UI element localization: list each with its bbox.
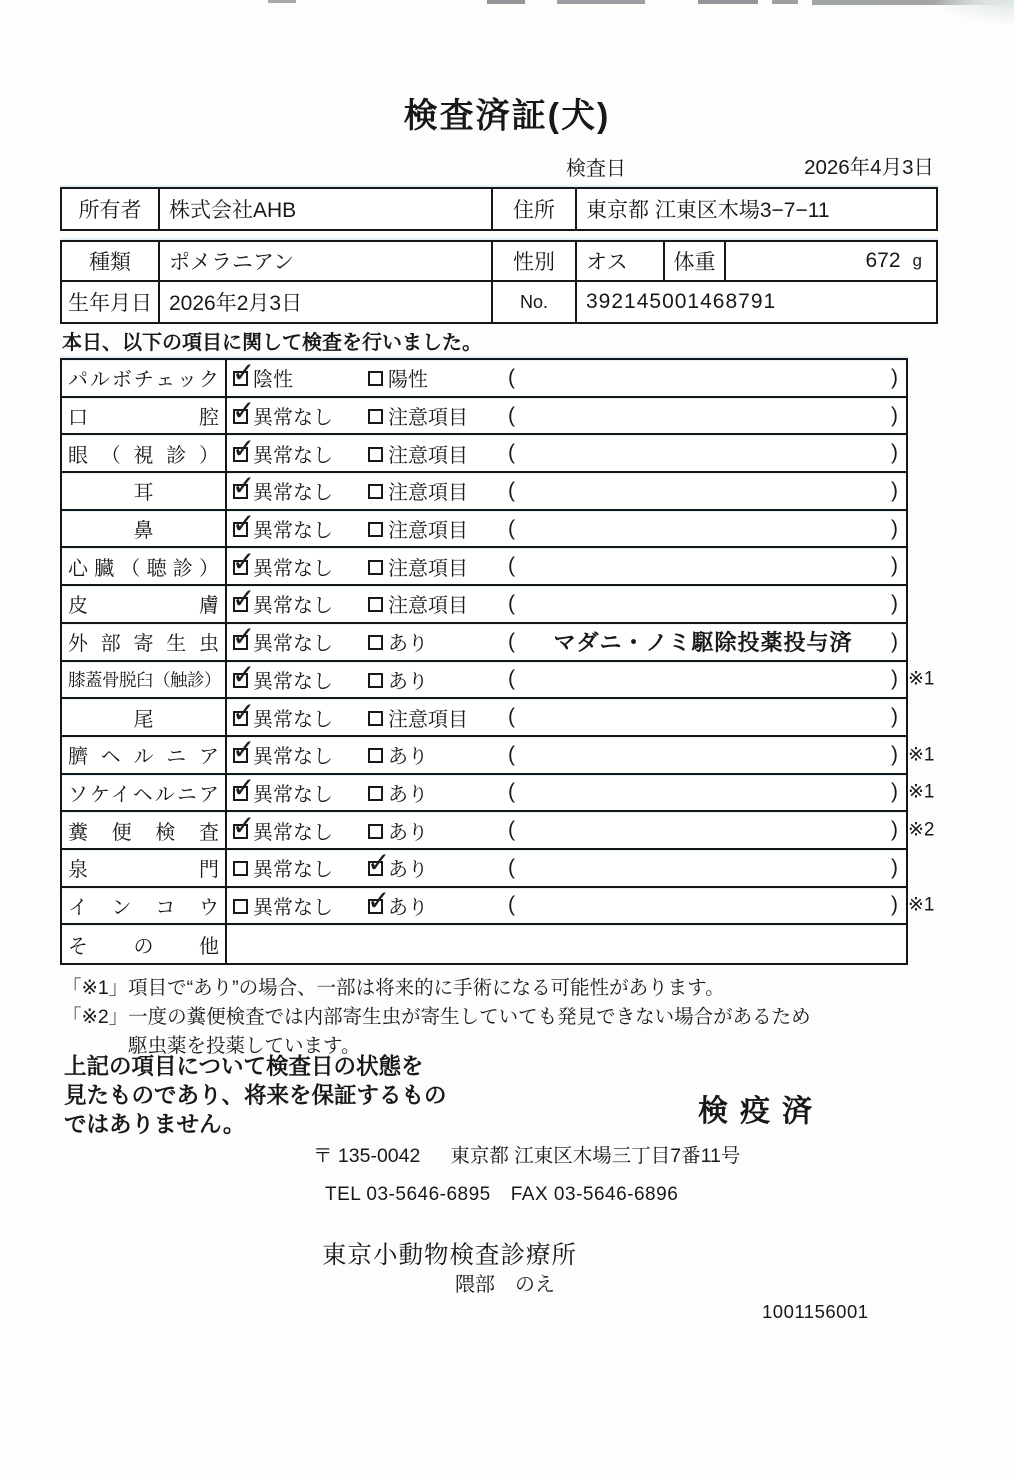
exam-row-content <box>227 586 906 622</box>
paren-open: ( <box>508 893 515 917</box>
paren-open: ( <box>508 629 515 653</box>
exam-option-2 <box>368 627 508 656</box>
exam-item-label: 眼（視診） <box>68 444 219 467</box>
exam-row <box>62 737 935 775</box>
exam-option-2 <box>368 816 508 845</box>
exam-option-2 <box>368 589 508 618</box>
exam-item-label: 口腔 <box>68 407 219 430</box>
exam-row <box>62 435 906 473</box>
birthdate-value: 2026年2月3日 <box>160 282 493 322</box>
checkbox-option-1[interactable] <box>233 748 248 763</box>
intro-text: 本日、以下の項目に関して検査を行いました。 <box>62 332 482 354</box>
scan-artifact <box>698 0 758 4</box>
paren-open: ( <box>508 742 515 766</box>
exam-row <box>62 586 906 624</box>
exam-row-content <box>227 775 906 811</box>
quarantine-stamp: 検疫済 <box>698 1095 824 1128</box>
exam-item-label: インコウ <box>68 896 219 919</box>
checkbox-option-2[interactable] <box>368 484 383 499</box>
remarks-field <box>508 667 906 691</box>
exam-item-label-cell <box>62 624 227 660</box>
exam-option-2-label: 注意項目 <box>388 557 468 580</box>
footnote-1: 「※1」項目で“あり”の場合、一部は将来的に手術になる可能性があります。 <box>62 977 725 999</box>
inspection-date-value: 2026年4月3日 <box>804 156 934 179</box>
checkbox-option-2[interactable] <box>368 409 383 424</box>
exam-option-1-label: 異常なし <box>253 595 333 618</box>
exam-row <box>62 812 935 850</box>
exam-row-content <box>227 548 906 584</box>
footnote-2-line2: 駆虫薬を投薬しています。 <box>128 1035 361 1057</box>
paren-close: ) <box>891 554 898 578</box>
exam-item-label-cell <box>62 662 227 698</box>
exam-option-1 <box>233 665 368 694</box>
remarks-field <box>508 554 906 578</box>
paren-open: ( <box>508 667 515 691</box>
paren-close: ) <box>891 478 898 502</box>
id-number-value: 392145001468791 <box>586 290 777 313</box>
scan-artifact <box>772 0 798 4</box>
exam-item-label: 外部寄生虫 <box>68 633 219 656</box>
exam-option-1-label: 異常なし <box>253 859 333 882</box>
clinic-address: 東京都 江東区木場三丁目7番11号 <box>450 1145 741 1167</box>
exam-item-label: 泉門 <box>68 859 219 882</box>
remarks-field <box>508 818 906 842</box>
clinic-address-row <box>313 1140 740 1168</box>
exam-item-label-cell <box>62 925 227 963</box>
exam-option-1 <box>233 439 368 468</box>
exam-row <box>62 699 906 737</box>
exam-row-content <box>227 737 906 773</box>
scan-artifact <box>268 0 296 3</box>
exam-option-1-label: 異常なし <box>253 821 333 844</box>
exam-item-label-cell <box>62 398 227 434</box>
exam-option-2 <box>368 703 508 732</box>
exam-option-2-label: あり <box>388 670 428 693</box>
serial-number: 1001156001 <box>762 1301 869 1322</box>
exam-item-label: 臍ヘルニア <box>68 746 219 769</box>
exam-option-1 <box>233 552 368 581</box>
breed-value: ポメラニアン <box>160 242 493 280</box>
exam-option-1 <box>233 514 368 543</box>
address-label: 住所 <box>493 189 577 229</box>
exam-item-label-cell <box>62 812 227 848</box>
paren-close: ) <box>891 365 898 389</box>
exam-option-1-label: 異常なし <box>253 746 333 769</box>
owner-label: 所有者 <box>62 189 160 229</box>
exam-option-1 <box>233 627 368 656</box>
remarks-field <box>508 366 906 390</box>
checkbox-option-2[interactable] <box>368 522 383 537</box>
exam-option-2 <box>368 552 508 581</box>
exam-option-1-label: 異常なし <box>253 708 333 731</box>
checkbox-option-2[interactable] <box>368 711 383 726</box>
remarks-field <box>508 893 906 917</box>
remarks-field <box>508 517 906 541</box>
exam-option-2-label: 注意項目 <box>388 482 468 505</box>
exam-table <box>60 358 935 965</box>
paren-open: ( <box>508 554 515 578</box>
paren-close: ) <box>891 403 898 427</box>
disclaimer-line: 上記の項目について検査日の状態を <box>64 1054 424 1079</box>
exam-row <box>62 624 906 662</box>
exam-option-2 <box>368 514 508 543</box>
paren-close: ) <box>891 742 898 766</box>
exam-item-label-cell <box>62 360 227 396</box>
exam-option-1-label: 異常なし <box>253 896 333 919</box>
paren-open: ( <box>508 516 515 540</box>
exam-option-2-label: あり <box>388 783 428 806</box>
weight-cell <box>726 242 936 280</box>
exam-option-2-label: 陽性 <box>388 369 428 392</box>
footnote-ref: ※1 <box>908 744 935 766</box>
examiner-name: 隈部 のえ <box>455 1274 555 1296</box>
paren-close: ) <box>891 516 898 540</box>
exam-row-content <box>227 662 906 698</box>
exam-option-2-label: 注意項目 <box>388 520 468 543</box>
exam-row-content <box>227 850 906 886</box>
exam-option-1 <box>233 853 368 882</box>
fax-number: FAX 03-5646-6896 <box>510 1184 679 1205</box>
paren-open: ( <box>508 403 515 427</box>
exam-item-label: 尾 <box>133 708 154 731</box>
exam-row <box>62 511 906 549</box>
exam-option-1 <box>233 401 368 430</box>
footnote-2-line1: 「※2」一度の糞便検査では内部寄生虫が寄生していても発見できない場合があるため <box>62 1006 811 1028</box>
exam-row-content <box>227 473 906 509</box>
exam-option-1-label: 異常なし <box>253 783 333 806</box>
exam-item-label: ソケイヘルニア <box>68 783 219 806</box>
exam-row <box>62 662 935 700</box>
checkbox-option-1[interactable] <box>233 522 248 537</box>
checkbox-option-1[interactable] <box>233 899 248 914</box>
remarks-field <box>508 479 906 503</box>
exam-option-2 <box>368 363 508 392</box>
footnote-ref: ※1 <box>908 668 935 690</box>
exam-row-content <box>227 360 906 396</box>
remarks-field <box>508 592 906 616</box>
checkbox-option-2[interactable] <box>368 447 383 462</box>
checkbox-option-1[interactable] <box>233 861 248 876</box>
checkbox-option-2[interactable] <box>368 786 383 801</box>
exam-option-2 <box>368 439 508 468</box>
animal-info-table <box>60 240 938 324</box>
exam-option-2-label: 注意項目 <box>388 444 468 467</box>
paren-close: ) <box>891 780 898 804</box>
sex-value: オス <box>577 242 665 280</box>
exam-option-1-label: 異常なし <box>253 557 333 580</box>
remarks-field <box>508 705 906 729</box>
exam-option-2 <box>368 476 508 505</box>
exam-item-label-cell <box>62 737 227 773</box>
exam-option-2-label: 注意項目 <box>388 407 468 430</box>
exam-option-2 <box>368 891 508 920</box>
exam-item-label: 皮膚 <box>68 595 219 618</box>
disclaimer-text <box>64 1052 447 1139</box>
exam-option-2 <box>368 778 508 807</box>
exam-row-content <box>227 812 906 848</box>
footnote-ref: ※1 <box>908 894 935 916</box>
exam-option-1-label: 異常なし <box>253 670 333 693</box>
paren-open: ( <box>508 365 515 389</box>
paren-open: ( <box>508 818 515 842</box>
paren-close: ) <box>891 855 898 879</box>
exam-item-label: 耳 <box>133 482 154 505</box>
exam-item-label-cell <box>62 548 227 584</box>
exam-row-content <box>227 699 906 735</box>
birthdate-label: 生年月日 <box>62 282 160 322</box>
remarks-field <box>508 743 906 767</box>
breed-label: 種類 <box>62 242 160 280</box>
checkbox-option-1[interactable] <box>233 484 248 499</box>
exam-option-2 <box>368 740 508 769</box>
scan-artifact <box>487 0 525 4</box>
remarks-field <box>508 441 906 465</box>
exam-item-label-cell <box>62 473 227 509</box>
exam-option-2-label: あり <box>388 859 428 882</box>
address-value: 東京都 江東区木場3−7−11 <box>586 199 830 222</box>
exam-item-label-cell <box>62 888 227 924</box>
exam-option-1 <box>233 778 368 807</box>
paren-open: ( <box>508 441 515 465</box>
checkbox-option-2[interactable] <box>368 560 383 575</box>
weight-unit: g <box>912 251 922 270</box>
checkbox-option-1[interactable] <box>233 447 248 462</box>
remarks-field <box>508 856 906 880</box>
checkbox-option-1[interactable] <box>233 786 248 801</box>
checkbox-option-1[interactable] <box>233 824 248 839</box>
exam-option-1 <box>233 740 368 769</box>
exam-row <box>62 360 906 398</box>
checkbox-option-2[interactable] <box>368 673 383 688</box>
exam-row <box>62 888 935 926</box>
exam-option-2-label: あり <box>388 896 428 919</box>
exam-row-content <box>227 888 906 924</box>
exam-item-label: 心臓（聴診） <box>68 557 219 580</box>
paren-close: ) <box>891 591 898 615</box>
paren-close: ) <box>891 667 898 691</box>
exam-option-1 <box>233 363 368 392</box>
paren-open: ( <box>508 780 515 804</box>
paren-close: ) <box>891 705 898 729</box>
exam-option-1 <box>233 891 368 920</box>
clinic-name: 東京小動物検査診療所 <box>322 1242 577 1269</box>
paren-close: ) <box>891 893 898 917</box>
exam-item-label: 膝蓋骨脱臼（触診） <box>68 669 221 690</box>
exam-option-2-label: 注意項目 <box>388 595 468 618</box>
footnote-ref: ※2 <box>908 819 935 841</box>
exam-option-1-label: 異常なし <box>253 482 333 505</box>
exam-item-label-cell <box>62 699 227 735</box>
checkbox-option-2[interactable] <box>368 597 383 612</box>
exam-item-label: その他 <box>68 935 219 958</box>
contact-row <box>325 1184 678 1206</box>
exam-row <box>62 398 906 436</box>
remarks-field <box>508 780 906 804</box>
weight-label: 体重 <box>665 242 726 280</box>
exam-item-label: 糞便検査 <box>68 821 219 844</box>
exam-option-1 <box>233 589 368 618</box>
checkbox-option-2[interactable] <box>368 371 383 386</box>
checkbox-option-1[interactable] <box>233 371 248 386</box>
exam-option-1-label: 異常なし <box>253 444 333 467</box>
checkbox-option-1[interactable] <box>233 635 248 650</box>
exam-row <box>62 548 906 586</box>
exam-option-1-label: 異常なし <box>253 520 333 543</box>
exam-option-2-label: あり <box>388 633 428 656</box>
exam-option-2-label: 注意項目 <box>388 708 468 731</box>
paren-close: ) <box>891 441 898 465</box>
sex-label: 性別 <box>493 242 577 280</box>
exam-row-content <box>227 398 906 434</box>
exam-option-1-label: 陰性 <box>253 369 293 392</box>
paren-close: ) <box>891 629 898 653</box>
exam-option-1 <box>233 816 368 845</box>
exam-option-1 <box>233 703 368 732</box>
owner-value: 株式会社AHB <box>160 189 493 229</box>
paren-open: ( <box>508 591 515 615</box>
exam-row-content <box>227 624 906 660</box>
exam-item-label-cell <box>62 435 227 471</box>
exam-item-label-cell <box>62 850 227 886</box>
exam-option-2 <box>368 401 508 430</box>
checkbox-option-1[interactable] <box>233 597 248 612</box>
postal-code: 〒 135-0042 <box>313 1145 421 1167</box>
paren-open: ( <box>508 855 515 879</box>
exam-option-2-label: あり <box>388 746 428 769</box>
exam-item-label-cell <box>62 775 227 811</box>
id-number-label: No. <box>493 282 577 322</box>
exam-row-content <box>227 435 906 471</box>
checkbox-option-1[interactable] <box>233 711 248 726</box>
remarks-text: マダニ・ノミ駆除投薬投与済 <box>553 630 853 656</box>
checkbox-option-2[interactable] <box>368 899 383 914</box>
weight-value: 672 <box>865 249 901 272</box>
exam-option-1 <box>233 476 368 505</box>
footnote-ref: ※1 <box>908 781 935 803</box>
exam-option-1-label: 異常なし <box>253 407 333 430</box>
exam-row-content <box>227 511 906 547</box>
checkbox-option-2[interactable] <box>368 824 383 839</box>
exam-option-2 <box>368 853 508 882</box>
remarks-field <box>508 626 906 657</box>
checkbox-option-2[interactable] <box>368 748 383 763</box>
exam-row <box>62 775 935 813</box>
exam-option-1-label: 異常なし <box>253 633 333 656</box>
owner-table <box>60 187 938 231</box>
exam-option-2 <box>368 665 508 694</box>
disclaimer-line: ではありません。 <box>64 1112 246 1137</box>
paren-close: ) <box>891 818 898 842</box>
exam-row <box>62 850 906 888</box>
exam-item-label-cell <box>62 511 227 547</box>
exam-row <box>62 925 906 963</box>
remarks-field <box>508 404 906 428</box>
paren-open: ( <box>508 478 515 502</box>
exam-option-2-label: あり <box>388 821 428 844</box>
scan-artifact <box>934 0 1014 26</box>
inspection-date-label: 検査日 <box>566 158 626 180</box>
checkbox-option-2[interactable] <box>368 635 383 650</box>
document-title: 検査済証(犬) <box>403 97 611 135</box>
paren-open: ( <box>508 705 515 729</box>
tel-number: TEL 03-5646-6895 <box>325 1184 491 1205</box>
checkbox-option-2[interactable] <box>368 861 383 876</box>
exam-item-label: パルボチェック <box>68 369 219 392</box>
exam-item-label: 鼻 <box>133 520 154 543</box>
disclaimer-line: 見たものであり、将来を保証するもの <box>64 1083 447 1108</box>
exam-row <box>62 473 906 511</box>
scan-artifact <box>557 0 645 4</box>
exam-item-label-cell <box>62 586 227 622</box>
checkbox-option-1[interactable] <box>233 673 248 688</box>
checkbox-option-1[interactable] <box>233 560 248 575</box>
checkbox-option-1[interactable] <box>233 409 248 424</box>
exam-row-content <box>227 925 906 963</box>
